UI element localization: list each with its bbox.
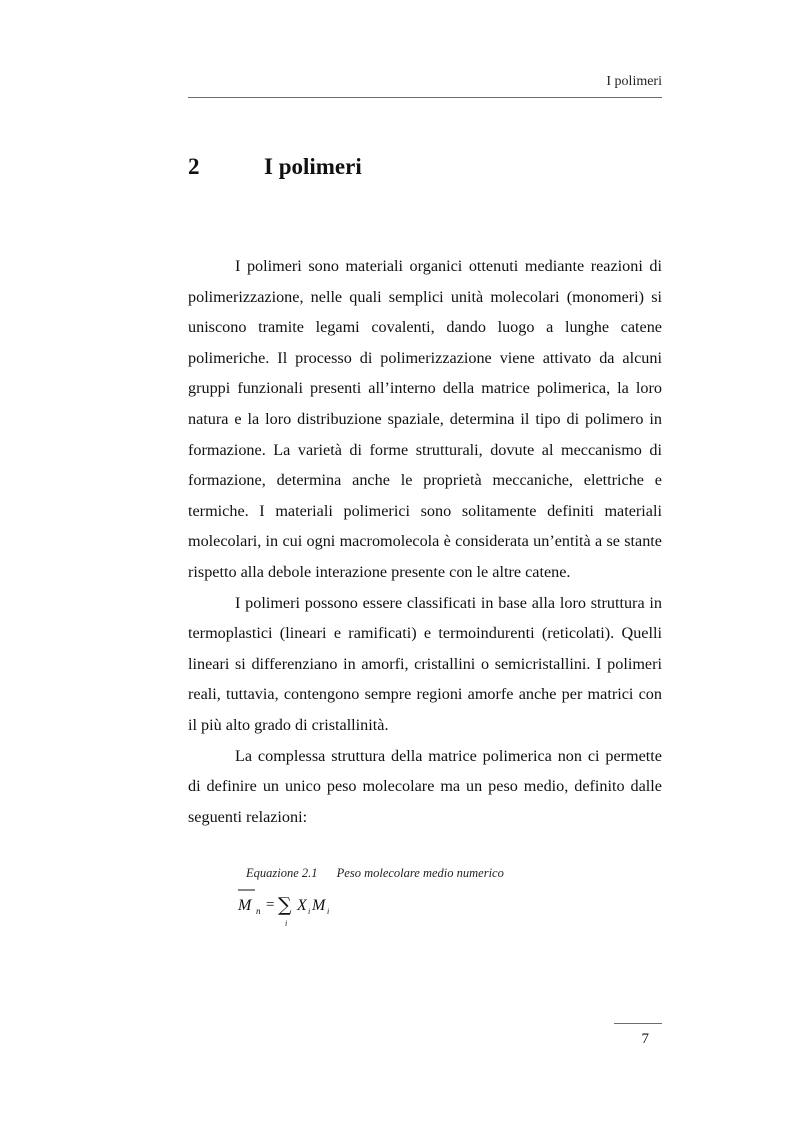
paragraph-2: I polimeri possono essere classificati in base alla loro struttura in termoplastici (lineari e ramificati) e termoindurenti (reticolati). Quelli lineari si differenziano in amorfi, cristallini o semicristallini. I polimeri reali, tuttavia, contengono sempre regioni amorfe anche per matrici con il più alto grado di cristallinità. (188, 593, 662, 734)
body-text (188, 251, 662, 832)
footer-rule (614, 1023, 662, 1024)
lhs-symbol: M (238, 897, 252, 914)
chapter-number: 2 (188, 154, 200, 179)
term-m: M (312, 897, 326, 914)
equation-caption (246, 866, 504, 881)
equation-name: Peso molecolare medio numerico (336, 866, 504, 880)
paragraph-3: La complessa struttura della matrice polimerica non ci permette di definire un unico peso molecolare ma un peso medio, definito dalle seguenti relazioni: (188, 746, 662, 826)
term-x: X (297, 897, 307, 914)
sum-index: i (285, 919, 288, 928)
sum-symbol: ∑ (278, 894, 292, 916)
page-number: 7 (641, 1031, 649, 1047)
running-header: I polimeri (606, 74, 662, 89)
paragraph-1: I polimeri sono materiali organici ottenuti mediante reazioni di polimerizzazione, nelle quali semplici unità molecolari (monomeri) si uniscono tramite legami covalenti, dando luogo a lunghe catene polimeriche. Il processo di polimerizzazione viene attivato da alcuni gruppi funzionali presenti all’interno della matrice polimerica, la loro natura e la loro distribuzione spaziale, determina il tipo di polimero in formazione. La varietà di forme strutturali, dovute al meccanismo di formazione, determina anche le proprietà meccaniche, elettriche e termiche. I materiali polimerici sono solitamente definiti materiali molecolari, in cui ogni macromolecola è considerata un’entità a se stante rispetto alla debole interazione presente con le altre catene. (188, 257, 662, 581)
lhs-subscript: n (256, 906, 261, 916)
term-x-subscript: i (308, 907, 311, 916)
equation-label: Equazione 2.1 (246, 866, 318, 880)
header-rule (188, 97, 662, 98)
equals-sign: = (266, 897, 275, 913)
term-m-subscript: i (327, 907, 330, 916)
chapter-title: I polimeri (264, 154, 362, 179)
equation-formula (236, 884, 356, 934)
